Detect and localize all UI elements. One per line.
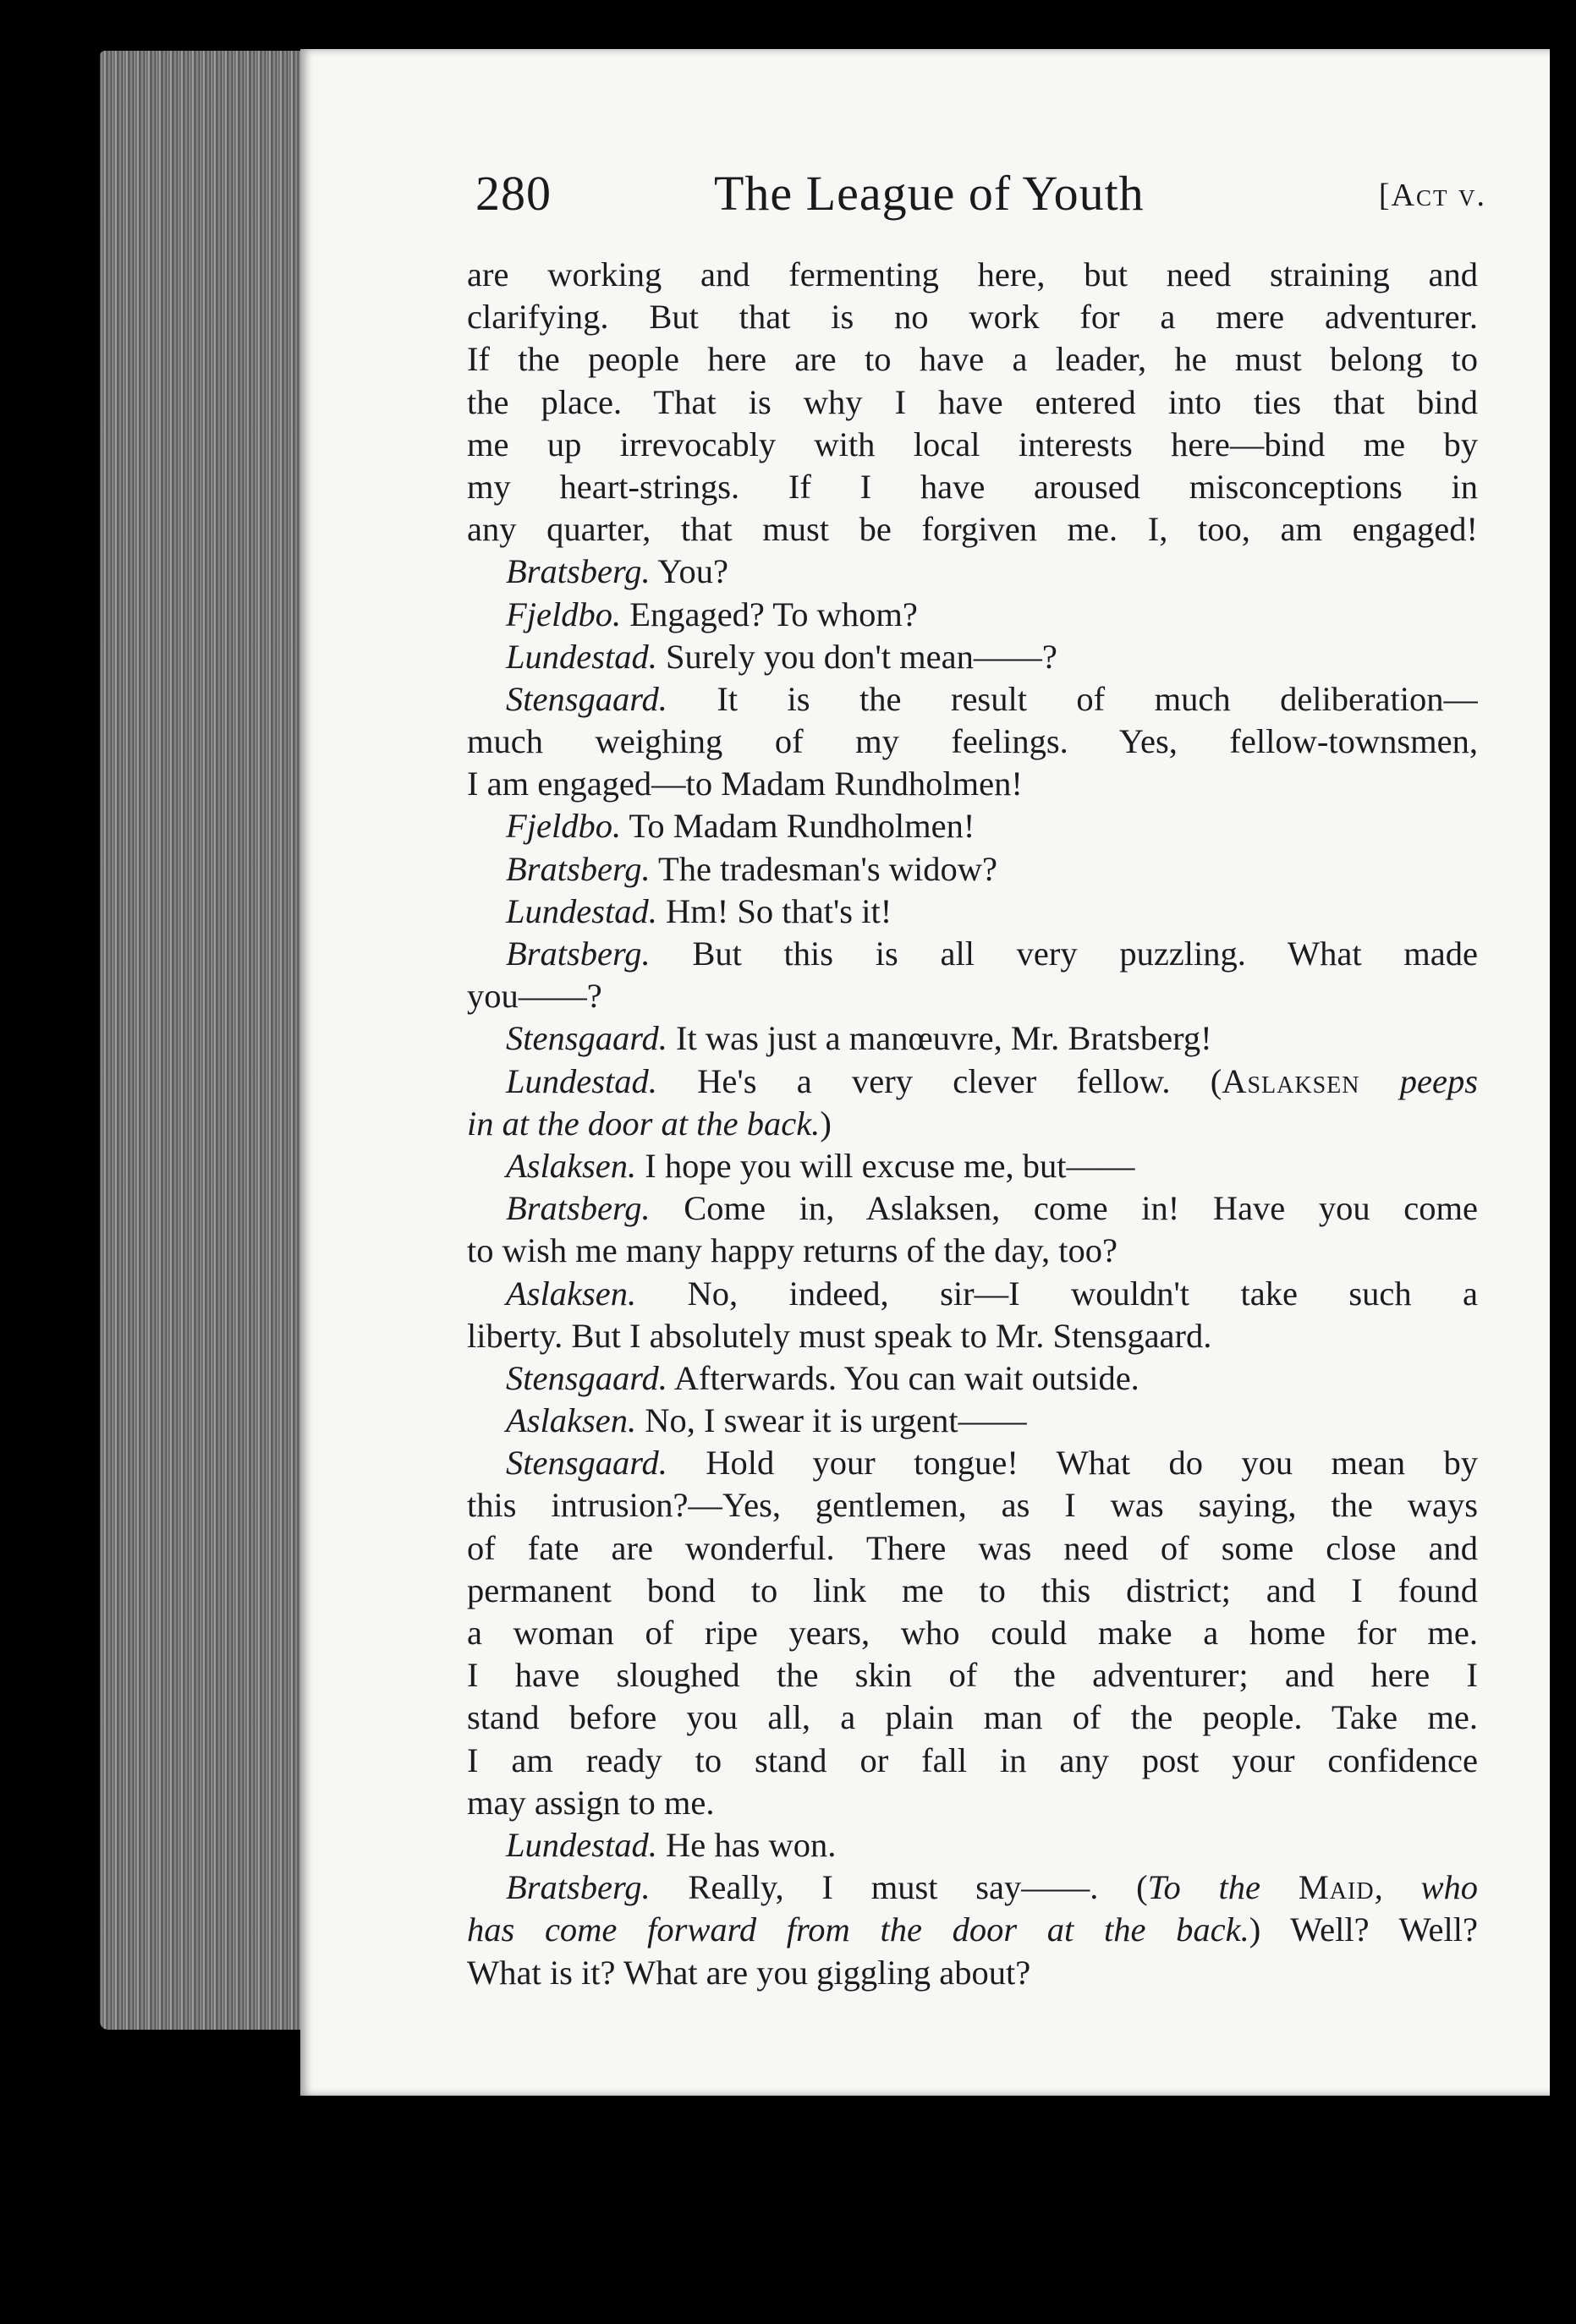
stage-direction-line [467, 1103, 1478, 1145]
text-line: me up irrevocably with local interests here—bind me by [467, 425, 1478, 463]
stage-direction: , who [1374, 1868, 1478, 1907]
text-line: I am engaged—to Madam Rundholmen! [467, 765, 1023, 803]
running-title: The League of Youth [714, 166, 1145, 221]
speaker-name: Lundestad. [506, 1825, 657, 1864]
text-line: I am ready to stand or fall in any post your confidence [467, 1740, 1478, 1779]
text-line: to wish me many happy returns of the day, too? [467, 1231, 1117, 1270]
stage-direction: has come forward from the door at the back. [467, 1910, 1249, 1949]
dialogue-text: Surely you don't mean——? [656, 637, 1057, 676]
dialogue-line [467, 1400, 1478, 1442]
dialogue-text: You? [650, 552, 728, 591]
book-page-edges [100, 51, 303, 2030]
stage-direction-close: ) Well? Well? [1249, 1910, 1478, 1949]
page-text [467, 254, 1478, 1994]
character-name-small-caps: Aslaksen [1222, 1061, 1360, 1100]
stage-direction: in at the door at the back. [467, 1104, 821, 1143]
speaker-name: Stensgaard. [506, 679, 667, 718]
stage-direction: To the [1147, 1868, 1299, 1907]
stage-direction-close: ) [820, 1104, 832, 1143]
text-line: liberty. But I absolutely must speak to Mr. Stensgaard. [467, 1316, 1212, 1355]
speaker-name: Lundestad. [506, 1061, 657, 1100]
dialogue-text: No, I swear it is urgent—— [636, 1401, 1027, 1440]
speaker-name: Aslaksen. [506, 1401, 637, 1440]
speaker-name: Bratsberg. [506, 849, 651, 888]
page-number: 280 [475, 166, 552, 221]
speaker-name: Fjeldbo. [506, 807, 622, 846]
text-line: permanent bond to link me to this district; and I found [467, 1570, 1478, 1609]
text-line: this intrusion?—Yes, gentlemen, as I was saying, the ways [467, 1486, 1478, 1525]
stage-direction-line [467, 1909, 1478, 1951]
dialogue-text: It is the result of much deliberation— [667, 679, 1478, 718]
dialogue-line [467, 1017, 1478, 1060]
act-marker: [Act v. [1378, 178, 1486, 213]
character-name-small-caps: Maid [1298, 1868, 1375, 1907]
speaker-name: Aslaksen. [506, 1146, 637, 1185]
dialogue-line [467, 933, 1478, 975]
dialogue-line [467, 1824, 1478, 1866]
page-shadow [1550, 49, 1576, 2096]
dialogue-line [467, 636, 1478, 678]
text-line: my heart-strings. If I have aroused misconceptions in [467, 467, 1478, 506]
speaker-name: Lundestad. [506, 637, 657, 676]
dialogue-text: The tradesman's widow? [650, 849, 997, 888]
dialogue-text: Hold your tongue! What do you mean by [667, 1444, 1478, 1483]
text-line: the place. That is why I have entered into ties that bind [467, 382, 1478, 421]
speaker-name: Bratsberg. [506, 1868, 651, 1907]
dialogue-text: Really, I must say——. ( [650, 1868, 1148, 1907]
dialogue-text: I hope you will excuse me, but—— [636, 1146, 1135, 1185]
speaker-name: Stensgaard. [506, 1019, 667, 1058]
dialogue-line [467, 1187, 1478, 1230]
dialogue-text: But this is all very puzzling. What made [650, 935, 1478, 973]
speaker-name: Aslaksen. [506, 1274, 637, 1313]
dialogue-text: Afterwards. You can wait outside. [667, 1358, 1139, 1397]
text-line: stand before you all, a plain man of the people. Take me. [467, 1698, 1478, 1737]
text-line: If the people here are to have a leader, he must belong to [467, 340, 1478, 379]
dialogue-line [467, 891, 1478, 933]
dialogue-line [467, 551, 1478, 593]
dialogue-text: No, indeed, sir—I wouldn't take such a [636, 1274, 1478, 1313]
text-line: may assign to me. [467, 1783, 715, 1822]
dialogue-line [467, 678, 1478, 721]
dialogue-line [467, 1866, 1478, 1909]
dialogue-text: Come in, Aslaksen, come in! Have you come [650, 1189, 1478, 1228]
text-line: clarifying. But that is no work for a mere adventurer. [467, 298, 1478, 337]
stage-direction: peeps [1359, 1061, 1478, 1100]
speaker-name: Stensgaard. [506, 1358, 667, 1397]
dialogue-text: It was just a manœuvre, Mr. Bratsberg! [667, 1019, 1212, 1058]
dialogue-line [467, 1442, 1478, 1484]
text-line: you——? [467, 977, 602, 1016]
speaker-name: Lundestad. [506, 891, 657, 930]
dialogue-text: He has won. [656, 1825, 837, 1864]
dialogue-line [467, 805, 1478, 847]
dialogue-text: Engaged? To whom? [621, 595, 918, 633]
dialogue-line [467, 594, 1478, 636]
dialogue-line [467, 1357, 1478, 1400]
dialogue-text: He's a very clever fellow. ( [656, 1061, 1222, 1100]
speaker-name: Stensgaard. [506, 1444, 667, 1483]
text-line: are working and fermenting here, but need straining and [467, 255, 1478, 293]
text-line: a woman of ripe years, who could make a home for me. [467, 1614, 1478, 1652]
speaker-name: Bratsberg. [506, 552, 651, 591]
text-line: any quarter, that must be forgiven me. I, too, am engaged! [467, 510, 1478, 549]
dialogue-line [467, 1145, 1478, 1187]
dialogue-line [467, 1061, 1478, 1103]
speaker-name: Fjeldbo. [506, 595, 622, 633]
text-line: much weighing of my feelings. Yes, fellow-townsmen, [467, 722, 1478, 761]
dialogue-line [467, 1273, 1478, 1315]
text-line: of fate are wonderful. There was need of some close and [467, 1528, 1478, 1567]
speaker-name: Bratsberg. [506, 935, 651, 973]
dialogue-line [467, 848, 1478, 891]
speaker-name: Bratsberg. [506, 1189, 651, 1228]
dialogue-text: Hm! So that's it! [656, 891, 892, 930]
page-header [475, 165, 1486, 233]
dialogue-text: To Madam Rundholmen! [621, 807, 975, 846]
text-line: I have sloughed the skin of the adventurer; and here I [467, 1656, 1478, 1695]
text-line: What is it? What are you giggling about? [467, 1953, 1031, 1992]
